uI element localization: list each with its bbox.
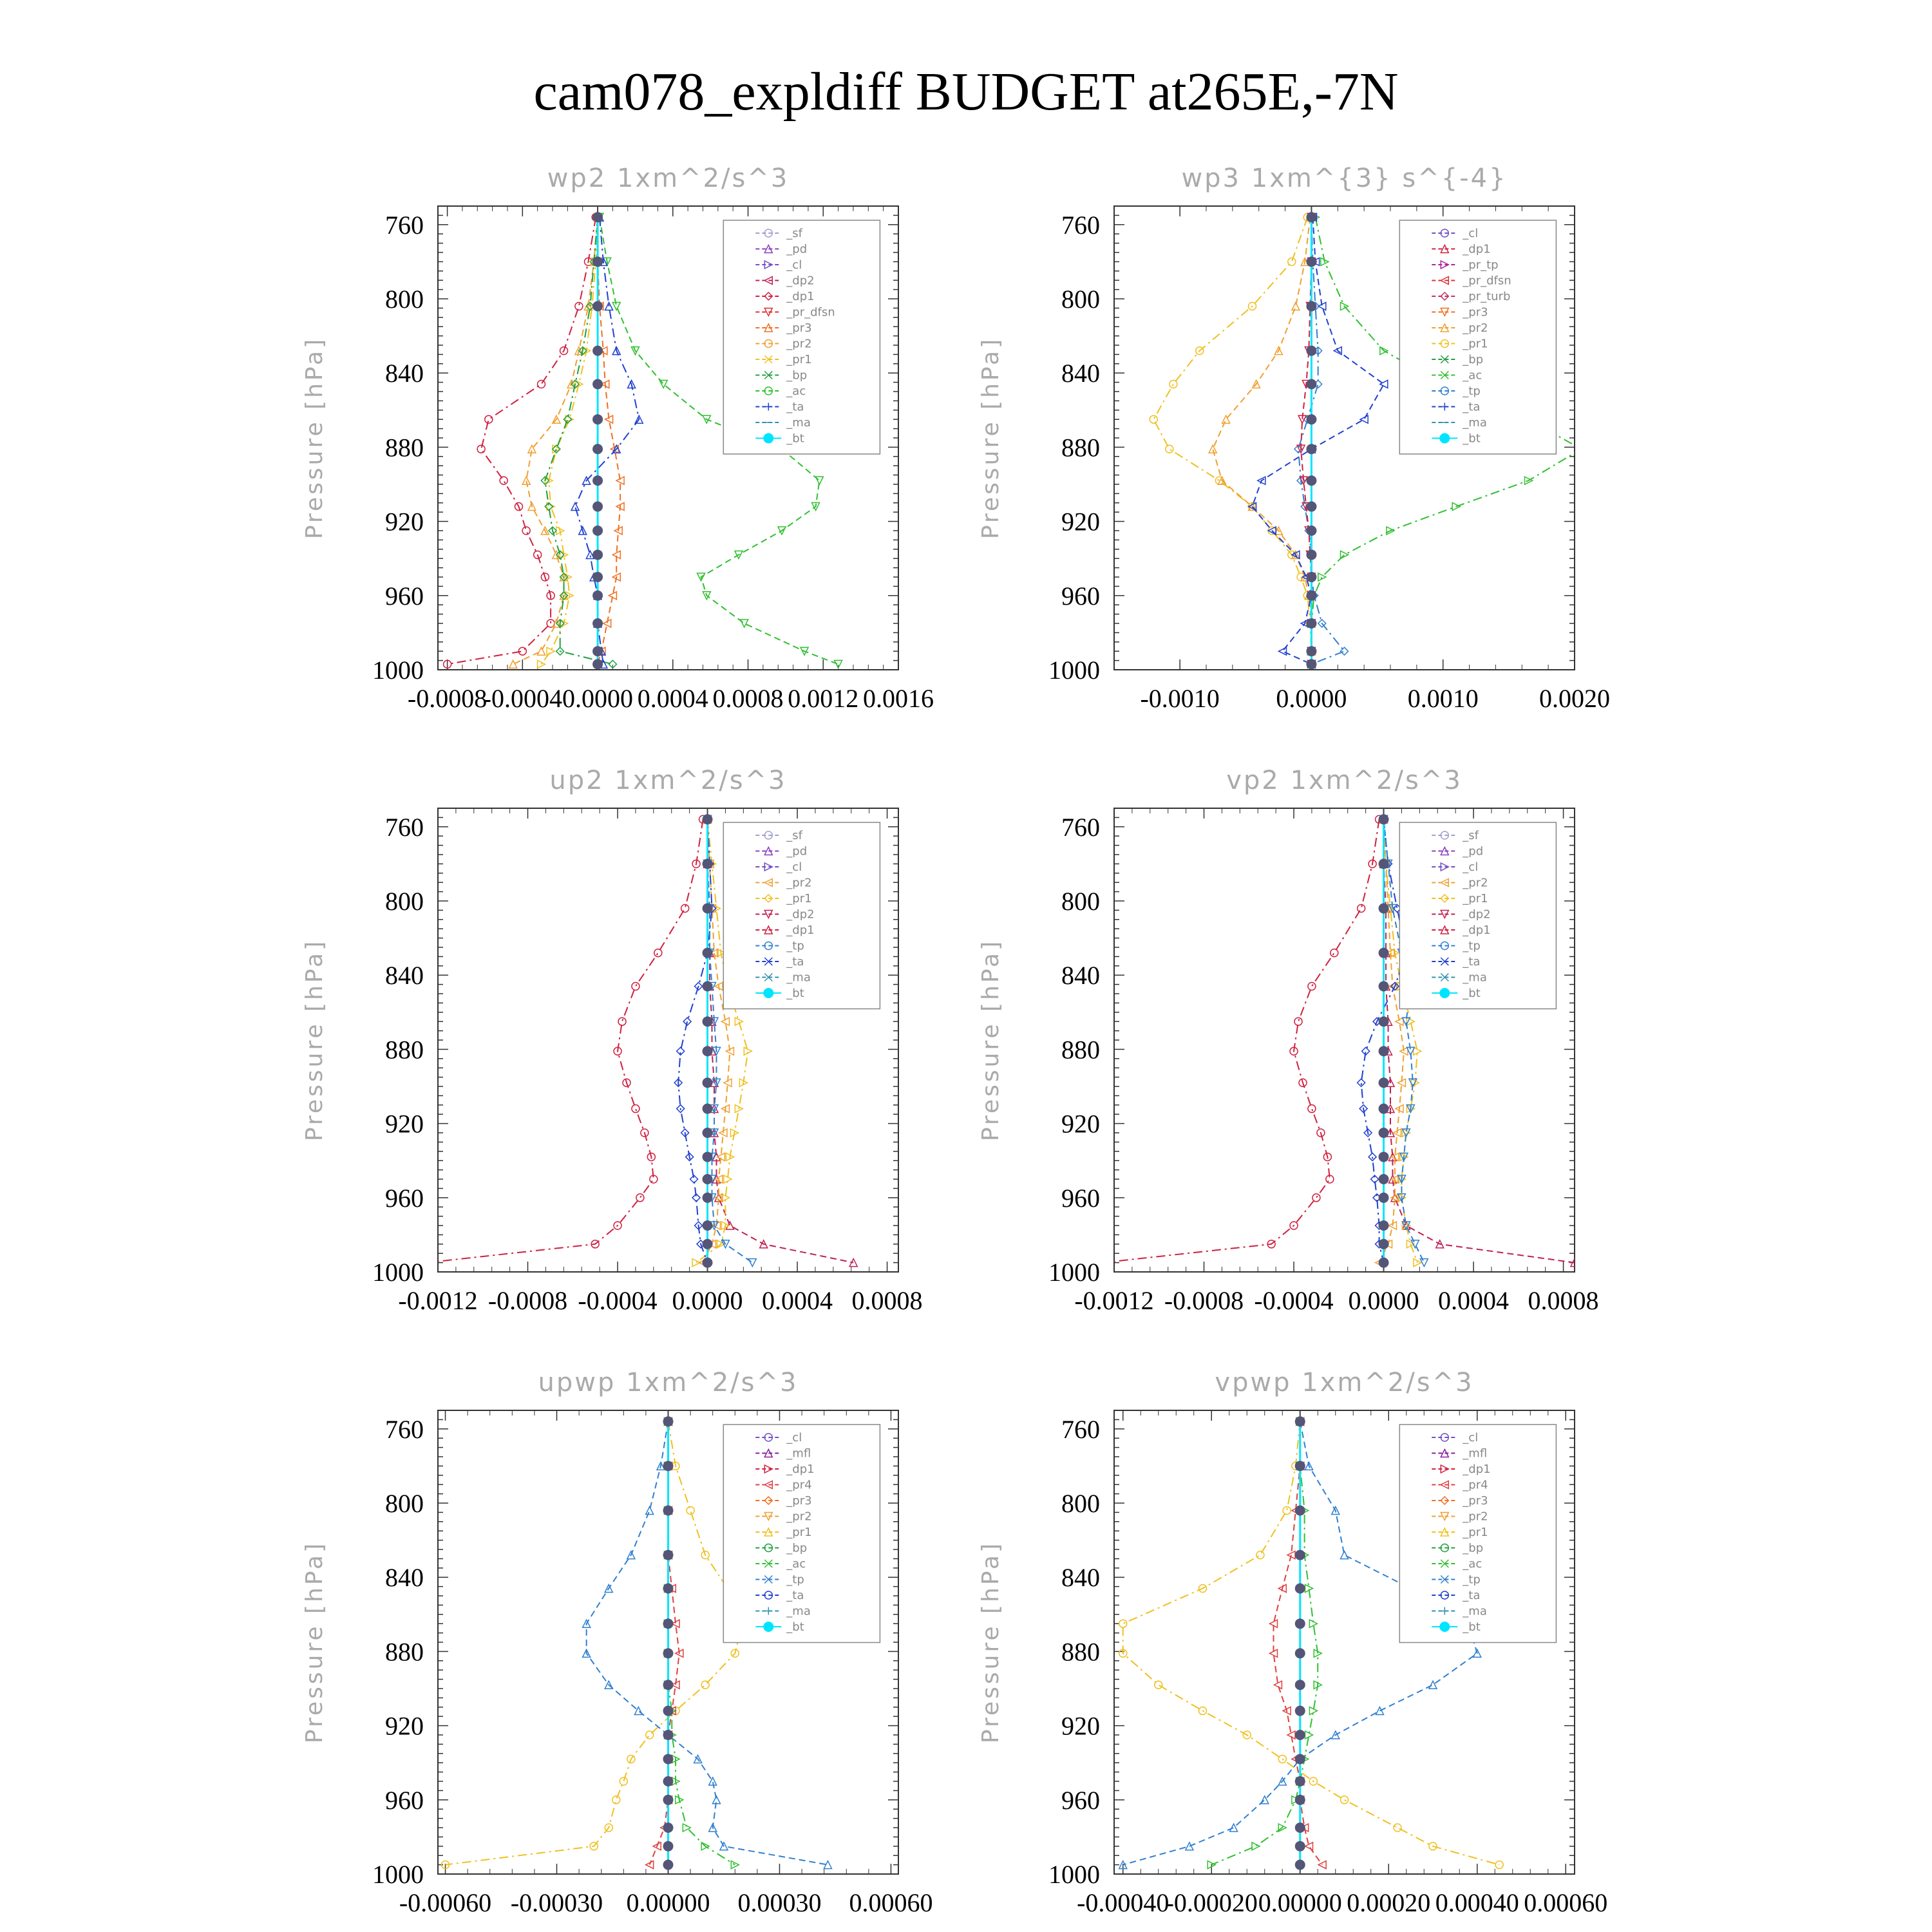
y-tick-label: 1000 [372, 1258, 424, 1287]
marker-bt [1306, 572, 1316, 582]
marker-legend-bt [1439, 988, 1450, 998]
y-tick-label: 840 [385, 1563, 424, 1593]
marker-bt [703, 1016, 713, 1027]
legend-entry-pr1: _pr1 [786, 353, 812, 366]
marker-bt [1295, 1680, 1305, 1690]
legend-entry-pr3: _pr3 [786, 1494, 812, 1508]
legend-entry-ta: _ta [786, 400, 804, 414]
x-tick-label: 0.0012 [788, 684, 859, 713]
legend-entry-pr2: _pr2 [1463, 1510, 1488, 1524]
x-tick-label: 0.0000 [562, 684, 634, 713]
marker-bt [703, 1104, 713, 1114]
x-tick-label: -0.0012 [1074, 1286, 1154, 1315]
legend [723, 1425, 880, 1643]
x-tick-label: -0.0004 [1254, 1286, 1334, 1315]
legend-entry-dp1: _dp1 [1463, 1463, 1491, 1476]
y-tick-label: 960 [385, 581, 424, 611]
y-tick-label: 1000 [1048, 1860, 1100, 1889]
marker-bt [663, 1823, 674, 1833]
marker-bt [1379, 1128, 1389, 1138]
legend-entry-ta: _ta [786, 1589, 804, 1602]
x-tick-label: -0.00060 [399, 1888, 492, 1917]
legend-entry-pr4: _pr4 [786, 1478, 812, 1492]
marker-bt [703, 814, 713, 824]
legend-entry-tp: _tp [1463, 939, 1481, 953]
y-tick-label: 800 [1061, 887, 1100, 916]
legend-entry-pr3: _pr3 [1463, 305, 1488, 319]
y-tick-label: 760 [1061, 210, 1100, 240]
marker-bt [1295, 1795, 1305, 1805]
legend-entry-pd: _pd [786, 844, 808, 858]
marker-bt [592, 212, 603, 222]
legend-entry-bt: _bt [1463, 1620, 1481, 1634]
x-tick-label: 0.0008 [851, 1286, 923, 1315]
legend-entry-ma: _ma [786, 416, 811, 430]
panel-title: vp2 1xm^2/s^3 [1226, 766, 1463, 795]
marker-bt [592, 475, 603, 486]
marker-bt [1379, 1104, 1389, 1114]
y-axis-label: Pressure [hPa] [978, 1540, 1004, 1744]
marker-bt [592, 256, 603, 267]
y-tick-label: 960 [385, 1183, 424, 1213]
y-tick-label: 760 [1061, 812, 1100, 842]
marker-bt [1306, 502, 1316, 512]
x-tick-label: 0.0016 [863, 684, 934, 713]
marker-bt [1379, 1151, 1389, 1162]
marker-bt [663, 1706, 674, 1716]
legend-entry-ac: _ac [786, 384, 806, 398]
legend-entry-bt: _bt [786, 431, 804, 446]
legend-entry-dp1: _dp1 [786, 923, 815, 937]
marker-bt [663, 1680, 674, 1690]
y-tick-label: 1000 [1048, 656, 1100, 685]
x-tick-label: 0.0010 [1407, 684, 1479, 713]
marker-legend-bt [763, 433, 773, 444]
legend-entry-tp: _tp [786, 939, 804, 953]
marker-bt [703, 1128, 713, 1138]
x-tick-label: -0.0008 [407, 684, 488, 713]
marker-bt [592, 346, 603, 356]
legend-entry-pr_tp: _pr_tp [1463, 258, 1499, 272]
legend-entry-pr4: _pr4 [1463, 1478, 1488, 1492]
marker-bt [663, 1730, 674, 1740]
panel-title: wp3 1xm^{3} s^{-4} [1181, 164, 1508, 193]
legend-entry-cl: _cl [786, 860, 802, 874]
legend-entry-ac: _ac [1463, 1557, 1482, 1571]
marker-bt [1295, 1416, 1305, 1426]
marker-bt [1306, 618, 1316, 629]
marker-bt [1379, 1258, 1389, 1268]
marker-bt [703, 1258, 713, 1268]
marker-bt [1295, 1550, 1305, 1560]
marker-bt [663, 1583, 674, 1593]
x-tick-label: 0.00000 [1258, 1888, 1342, 1917]
legend [1399, 822, 1556, 1009]
marker-bt [663, 1618, 674, 1629]
marker-bt [703, 1174, 713, 1184]
marker-bt [663, 1461, 674, 1471]
x-tick-label: -0.0008 [488, 1286, 568, 1315]
marker-bt [663, 1506, 674, 1516]
legend [723, 220, 880, 454]
legend-entry-dp1: _dp1 [786, 1463, 815, 1476]
marker-bt [592, 502, 603, 512]
legend-entry-tp: _tp [1463, 384, 1481, 398]
legend-entry-pr1: _pr1 [1463, 337, 1488, 351]
legend-entry-pr_dfsn: _pr_dfsn [1463, 274, 1511, 288]
legend-entry-ma: _ma [1463, 416, 1487, 430]
x-tick-label: 0.0000 [672, 1286, 743, 1315]
legend-entry-ma: _ma [1463, 971, 1487, 985]
y-tick-label: 880 [385, 1035, 424, 1065]
x-tick-label: 0.00020 [1347, 1888, 1431, 1917]
marker-bt [703, 948, 713, 958]
marker-bt [1379, 948, 1389, 958]
legend-entry-tp: _tp [786, 1573, 804, 1587]
x-tick-label: -0.0008 [1164, 1286, 1244, 1315]
marker-bt [1295, 1776, 1305, 1786]
legend-entry-ta: _ta [1463, 1589, 1481, 1602]
legend-entry-pr1: _pr1 [1463, 1526, 1488, 1539]
y-tick-label: 960 [1061, 1183, 1100, 1213]
legend-entry-sf: _sf [1463, 829, 1479, 842]
y-tick-label: 960 [1061, 1785, 1100, 1815]
y-tick-label: 960 [385, 1785, 424, 1815]
y-tick-label: 880 [1061, 1035, 1100, 1065]
marker-bt [663, 1648, 674, 1658]
marker-bt [1295, 1583, 1305, 1593]
y-tick-label: 800 [385, 1489, 424, 1518]
marker-bt [703, 981, 713, 991]
legend-entry-dp2: _dp2 [786, 274, 815, 288]
legend-entry-cl: _cl [786, 1431, 802, 1444]
marker-bt [1379, 1174, 1389, 1184]
x-tick-label: 0.00030 [737, 1888, 822, 1917]
legend-entry-bt: _bt [1463, 431, 1481, 446]
x-tick-label: 0.0004 [762, 1286, 833, 1315]
legend-entry-dp1: _dp1 [786, 290, 815, 303]
legend-entry-bt: _bt [786, 1620, 804, 1634]
marker-bt [1295, 1860, 1305, 1870]
marker-bt [1379, 1193, 1389, 1203]
marker-bt [1295, 1706, 1305, 1716]
marker-bt [1295, 1506, 1305, 1516]
legend-entry-pr1: _pr1 [786, 1526, 812, 1539]
legend-entry-bp: _bp [1463, 353, 1484, 366]
marker-bt [663, 1754, 674, 1764]
panel-title: wp2 1xm^2/s^3 [547, 164, 790, 193]
legend-entry-dp2: _dp2 [1463, 907, 1491, 922]
marker-bt [1306, 212, 1316, 222]
marker-bt [592, 618, 603, 629]
legend-entry-pr2: _pr2 [786, 876, 812, 890]
marker-bt [703, 1193, 713, 1203]
legend-entry-pr2: _pr2 [1463, 321, 1488, 335]
x-tick-label: 0.00060 [1524, 1888, 1608, 1917]
marker-bt [1379, 1239, 1389, 1249]
y-tick-label: 880 [1061, 1637, 1100, 1667]
x-tick-label: 0.0000 [1348, 1286, 1419, 1315]
y-tick-label: 760 [385, 812, 424, 842]
marker-bt [663, 1776, 674, 1786]
y-tick-label: 800 [385, 887, 424, 916]
legend-entry-pr_turb: _pr_turb [1463, 290, 1511, 303]
x-tick-label: 0.0004 [637, 684, 708, 713]
marker-bt [703, 1220, 713, 1231]
marker-legend-bt [763, 988, 773, 998]
x-tick-label: -0.00020 [1165, 1888, 1258, 1917]
x-tick-label: 0.0004 [1438, 1286, 1510, 1315]
legend-entry-sf: _sf [786, 829, 803, 842]
legend-entry-pd: _pd [786, 242, 808, 256]
y-tick-label: 840 [1061, 359, 1100, 388]
x-tick-label: -0.0004 [482, 684, 562, 713]
marker-bt [592, 444, 603, 454]
x-tick-label: 0.00060 [849, 1888, 933, 1917]
marker-bt [592, 549, 603, 560]
marker-bt [663, 1860, 674, 1870]
marker-bt [1295, 1461, 1305, 1471]
legend-entry-sf: _sf [786, 227, 803, 240]
marker-bt [592, 379, 603, 389]
marker-bt [1295, 1841, 1305, 1852]
legend-entry-pr3: _pr3 [1463, 1494, 1488, 1508]
marker-bt [1306, 475, 1316, 486]
y-tick-label: 760 [385, 210, 424, 240]
legend-entry-cl: _cl [786, 258, 802, 272]
legend-entry-dp1: _dp1 [1463, 242, 1491, 256]
y-tick-label: 960 [1061, 581, 1100, 611]
x-tick-label: 0.00000 [626, 1888, 710, 1917]
y-tick-label: 880 [385, 1637, 424, 1667]
y-tick-label: 920 [385, 1109, 424, 1139]
y-tick-label: 880 [385, 433, 424, 462]
legend-entry-ma: _ma [1463, 1604, 1487, 1618]
legend [723, 822, 880, 1009]
x-tick-label: -0.0010 [1140, 684, 1220, 713]
marker-bt [1379, 1016, 1389, 1027]
y-tick-label: 920 [1061, 1109, 1100, 1139]
marker-bt [663, 1841, 674, 1852]
legend-entry-mfl: _mfl [786, 1446, 811, 1461]
marker-bt [1306, 379, 1316, 389]
marker-bt [663, 1550, 674, 1560]
legend-entry-pr3: _pr3 [786, 321, 812, 335]
marker-bt [703, 904, 713, 914]
marker-bt [1306, 444, 1316, 454]
legend-entry-pr2: _pr2 [786, 1510, 812, 1524]
y-axis-label: Pressure [hPa] [978, 938, 1004, 1142]
legend-entry-ma: _ma [786, 971, 811, 985]
y-tick-label: 880 [1061, 433, 1100, 462]
legend-entry-mfl: _mfl [1463, 1446, 1488, 1461]
legend-entry-pd: _pd [1463, 844, 1484, 858]
legend-entry-cl: _cl [1463, 227, 1479, 240]
legend-entry-pr1: _pr1 [1463, 892, 1488, 905]
legend-entry-ac: _ac [786, 1557, 806, 1571]
x-tick-label: -0.00040 [1077, 1888, 1170, 1917]
marker-bt [1306, 301, 1316, 312]
y-axis-label: Pressure [hPa] [978, 336, 1004, 540]
marker-bt [1379, 858, 1389, 869]
x-tick-label: 0.0008 [1528, 1286, 1599, 1315]
y-tick-label: 920 [385, 507, 424, 536]
marker-legend-bt [1439, 1622, 1450, 1632]
marker-bt [592, 526, 603, 536]
marker-bt [592, 646, 603, 656]
marker-bt [592, 659, 603, 669]
legend-entry-pr1: _pr1 [786, 892, 812, 905]
legend [1399, 220, 1556, 454]
y-tick-label: 800 [1061, 1489, 1100, 1518]
legend-entry-tp: _tp [1463, 1573, 1481, 1587]
marker-bt [1295, 1618, 1305, 1629]
marker-bt [1306, 591, 1316, 601]
marker-bt [663, 1795, 674, 1805]
marker-bt [1379, 1220, 1389, 1231]
marker-bt [1295, 1730, 1305, 1740]
marker-bt [1379, 1046, 1389, 1056]
marker-bt [1306, 646, 1316, 656]
legend-entry-dp2: _dp2 [786, 907, 815, 922]
figure-title: cam078_expldiff BUDGET at265E,-7N [533, 62, 1399, 122]
panel-title: up2 1xm^2/s^3 [549, 766, 787, 795]
y-tick-label: 840 [385, 359, 424, 388]
legend-entry-pr2: _pr2 [1463, 876, 1488, 890]
x-tick-label: 0.0000 [1276, 684, 1347, 713]
marker-bt [703, 1151, 713, 1162]
marker-legend-bt [1439, 433, 1450, 444]
legend-entry-bt: _bt [1463, 987, 1481, 1000]
y-tick-label: 920 [1061, 507, 1100, 536]
y-tick-label: 760 [385, 1414, 424, 1444]
marker-bt [703, 1046, 713, 1056]
y-tick-label: 840 [1061, 1563, 1100, 1593]
marker-bt [1306, 256, 1316, 267]
y-tick-label: 1000 [372, 1860, 424, 1889]
legend-entry-cl: _cl [1463, 860, 1479, 874]
legend-entry-ta: _ta [1463, 400, 1481, 414]
legend-entry-ta: _ta [786, 955, 804, 969]
x-tick-label: 0.0020 [1539, 684, 1610, 713]
marker-bt [1379, 904, 1389, 914]
x-tick-label: -0.0012 [398, 1286, 478, 1315]
legend-entry-ac: _ac [1463, 368, 1482, 383]
legend-entry-bp: _bp [786, 1541, 808, 1555]
legend-entry-ta: _ta [1463, 955, 1481, 969]
marker-legend-bt [763, 1622, 773, 1632]
panel-title: vpwp 1xm^2/s^3 [1215, 1368, 1474, 1397]
marker-bt [1306, 414, 1316, 424]
y-tick-label: 800 [1061, 285, 1100, 314]
legend-entry-bp: _bp [786, 368, 808, 383]
y-axis-label: Pressure [hPa] [301, 336, 328, 540]
x-tick-label: -0.00030 [510, 1888, 603, 1917]
marker-bt [703, 1077, 713, 1088]
marker-bt [663, 1416, 674, 1426]
legend-entry-pr2: _pr2 [786, 337, 812, 351]
legend-entry-pr_dfsn: _pr_dfsn [786, 305, 835, 319]
y-axis-label: Pressure [hPa] [301, 938, 328, 1142]
marker-bt [592, 301, 603, 312]
marker-bt [1295, 1648, 1305, 1658]
marker-bt [1379, 981, 1389, 991]
y-tick-label: 760 [1061, 1414, 1100, 1444]
y-tick-label: 840 [385, 961, 424, 990]
x-tick-label: -0.0004 [578, 1286, 658, 1315]
marker-bt [1306, 549, 1316, 560]
y-tick-label: 920 [1061, 1711, 1100, 1741]
y-tick-label: 1000 [1048, 1258, 1100, 1287]
legend-entry-dp1: _dp1 [1463, 923, 1491, 937]
y-tick-label: 800 [385, 285, 424, 314]
panel-title: upwp 1xm^2/s^3 [538, 1368, 799, 1397]
marker-bt [1306, 526, 1316, 536]
y-tick-label: 1000 [372, 656, 424, 685]
legend-entry-bp: _bp [1463, 1541, 1484, 1555]
legend [1399, 1425, 1556, 1643]
x-tick-label: 0.00040 [1435, 1888, 1519, 1917]
marker-bt [1295, 1754, 1305, 1764]
y-tick-label: 920 [385, 1711, 424, 1741]
marker-bt [1306, 346, 1316, 356]
x-tick-label: 0.0008 [712, 684, 784, 713]
y-axis-label: Pressure [hPa] [301, 1540, 328, 1744]
legend-entry-bt: _bt [786, 987, 804, 1000]
legend-entry-cl: _cl [1463, 1431, 1479, 1444]
legend-entry-ma: _ma [786, 1604, 811, 1618]
marker-bt [1306, 659, 1316, 669]
marker-bt [592, 572, 603, 582]
y-tick-label: 840 [1061, 961, 1100, 990]
marker-bt [1295, 1823, 1305, 1833]
marker-bt [703, 1239, 713, 1249]
marker-bt [703, 858, 713, 869]
marker-bt [592, 591, 603, 601]
marker-bt [1379, 814, 1389, 824]
marker-bt [1379, 1077, 1389, 1088]
marker-bt [592, 414, 603, 424]
